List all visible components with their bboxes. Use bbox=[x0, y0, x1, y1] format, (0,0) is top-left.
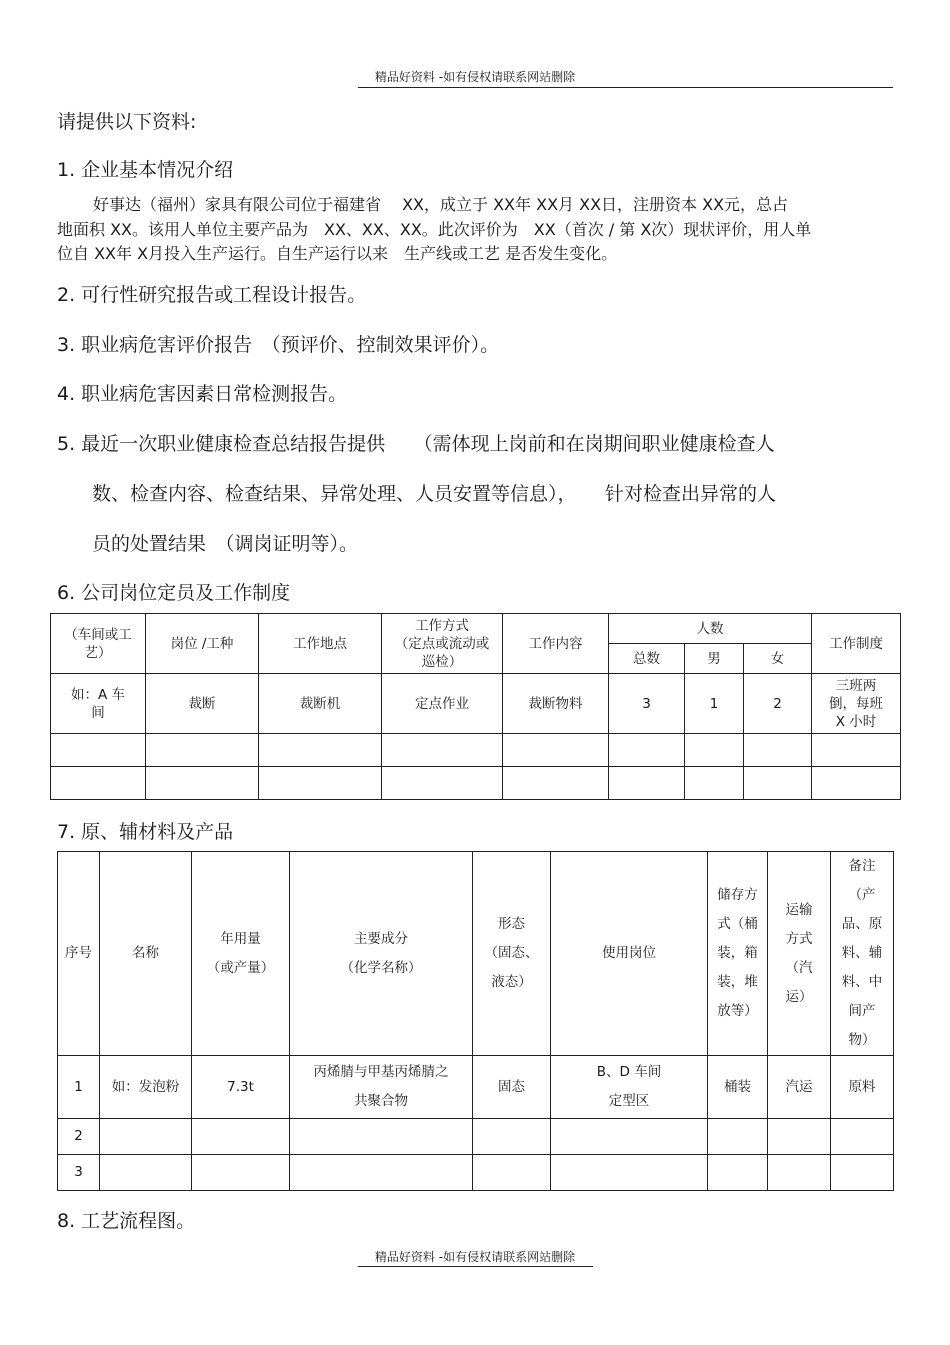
th-use-post: 使用岗位 bbox=[551, 852, 708, 1056]
page-header bbox=[0, 68, 950, 85]
cell-total: 3 bbox=[609, 674, 685, 734]
th-form: 形态 （固态、 液态） bbox=[473, 852, 551, 1056]
table-row bbox=[51, 674, 901, 734]
cell-content: 裁断物料 bbox=[503, 674, 609, 734]
th-post: 岗位 /工种 bbox=[146, 614, 259, 674]
section-5-line-1: 5. 最近一次职业健康检查总结报告提供 （需体现上岗前和在岗期间职业健康检查人 bbox=[57, 433, 775, 455]
cell-note: 原料 bbox=[831, 1056, 894, 1119]
section-8-line: 8. 工艺流程图。 bbox=[57, 1210, 196, 1232]
th-storage: 储存方 式（桶 装，箱 装，堆 放等） bbox=[708, 852, 768, 1056]
th-female: 女 bbox=[744, 644, 812, 674]
cell-workshop: 如：A 车 间 bbox=[51, 674, 146, 734]
section-1-para-line-3: 位自 XX年 X月投入生产运行。自生产运行以来 生产线或工艺 是否发生变化。 bbox=[57, 244, 618, 263]
table-row bbox=[58, 1119, 894, 1155]
cell-transport: 汽运 bbox=[768, 1056, 831, 1119]
section-5-line-3: 员的处置结果 （调岗证明等）。 bbox=[92, 533, 359, 555]
cell-no: 1 bbox=[58, 1056, 100, 1119]
cell-storage: 桶装 bbox=[708, 1056, 768, 1119]
th-seq-no: 序号 bbox=[58, 852, 100, 1056]
table-row bbox=[58, 1155, 894, 1191]
th-name: 名称 bbox=[100, 852, 192, 1056]
th-male: 男 bbox=[685, 644, 744, 674]
header-text: 精品好资料 -如有侵权请联系网站删除 bbox=[374, 70, 576, 84]
th-note: 备注 （产 品、原 料、辅 料、中 间产 物） bbox=[831, 852, 894, 1056]
section-4-line: 4. 职业病危害因素日常检测报告。 bbox=[57, 383, 348, 405]
cell-mode: 定点作业 bbox=[382, 674, 503, 734]
th-workshop: （车间或工 艺） bbox=[51, 614, 146, 674]
cell-no: 2 bbox=[58, 1119, 100, 1155]
section-1-para-line-2: 地面积 XX。该用人单位主要产品为 XX、XX、XX。此次评价为 XX（首次 / 第 X次）现状评价，用人单 bbox=[57, 220, 812, 239]
table-row bbox=[51, 767, 901, 800]
cell-no: 3 bbox=[58, 1155, 100, 1191]
cell-component: 丙烯腈与甲基丙烯腈之 共聚合物 bbox=[290, 1056, 473, 1119]
section-7-heading: 7. 原、辅材料及产品 bbox=[57, 821, 234, 843]
footer-text: 精品好资料 -如有侵权请联系网站删除 bbox=[374, 1250, 576, 1264]
section-1-para-line-1: 好事达（福州）家具有限公司位于福建省 XX，成立于 XX年 XX月 XX日，注册资本 XX元，总占 bbox=[93, 195, 789, 214]
th-shift-system: 工作制度 bbox=[812, 614, 901, 674]
page-footer bbox=[0, 1248, 950, 1265]
table-row bbox=[51, 734, 901, 767]
cell-place: 裁断机 bbox=[259, 674, 382, 734]
th-annual-amount: 年用量 （或产量） bbox=[192, 852, 290, 1056]
section-5-line-2: 数、检查内容、检查结果、异常处理、人员安置等信息）， 针对检查出异常的人 bbox=[92, 483, 777, 505]
th-place: 工作地点 bbox=[259, 614, 382, 674]
table-row bbox=[58, 1056, 894, 1119]
th-work-mode: 工作方式 （定点或流动或 巡检） bbox=[382, 614, 503, 674]
cell-post: 裁断 bbox=[146, 674, 259, 734]
th-transport: 运输 方式 （汽 运） bbox=[768, 852, 831, 1056]
intro-line: 请提供以下资料: bbox=[57, 111, 197, 133]
section-3-line: 3. 职业病危害评价报告 （预评价、控制效果评价）。 bbox=[57, 334, 500, 356]
cell-name: 如：发泡粉 bbox=[100, 1056, 192, 1119]
th-main-component: 主要成分 （化学名称） bbox=[290, 852, 473, 1056]
materials-table bbox=[57, 851, 894, 1191]
footer-rule bbox=[358, 1266, 593, 1267]
section-2-line: 2. 可行性研究报告或工程设计报告。 bbox=[57, 284, 367, 306]
th-work-content: 工作内容 bbox=[503, 614, 609, 674]
cell-amount: 7.3t bbox=[192, 1056, 290, 1119]
th-headcount: 人数 bbox=[609, 614, 812, 644]
th-total: 总数 bbox=[609, 644, 685, 674]
section-6-heading: 6. 公司岗位定员及工作制度 bbox=[57, 582, 291, 604]
cell-shift: 三班两 倒，每班 X 小时 bbox=[812, 674, 901, 734]
cell-male: 1 bbox=[685, 674, 744, 734]
header-rule bbox=[358, 87, 893, 88]
cell-form: 固态 bbox=[473, 1056, 551, 1119]
cell-female: 2 bbox=[744, 674, 812, 734]
staffing-table bbox=[50, 613, 901, 800]
section-1-heading: 1. 企业基本情况介绍 bbox=[57, 159, 234, 181]
cell-use-post: B、D 车间 定型区 bbox=[551, 1056, 708, 1119]
